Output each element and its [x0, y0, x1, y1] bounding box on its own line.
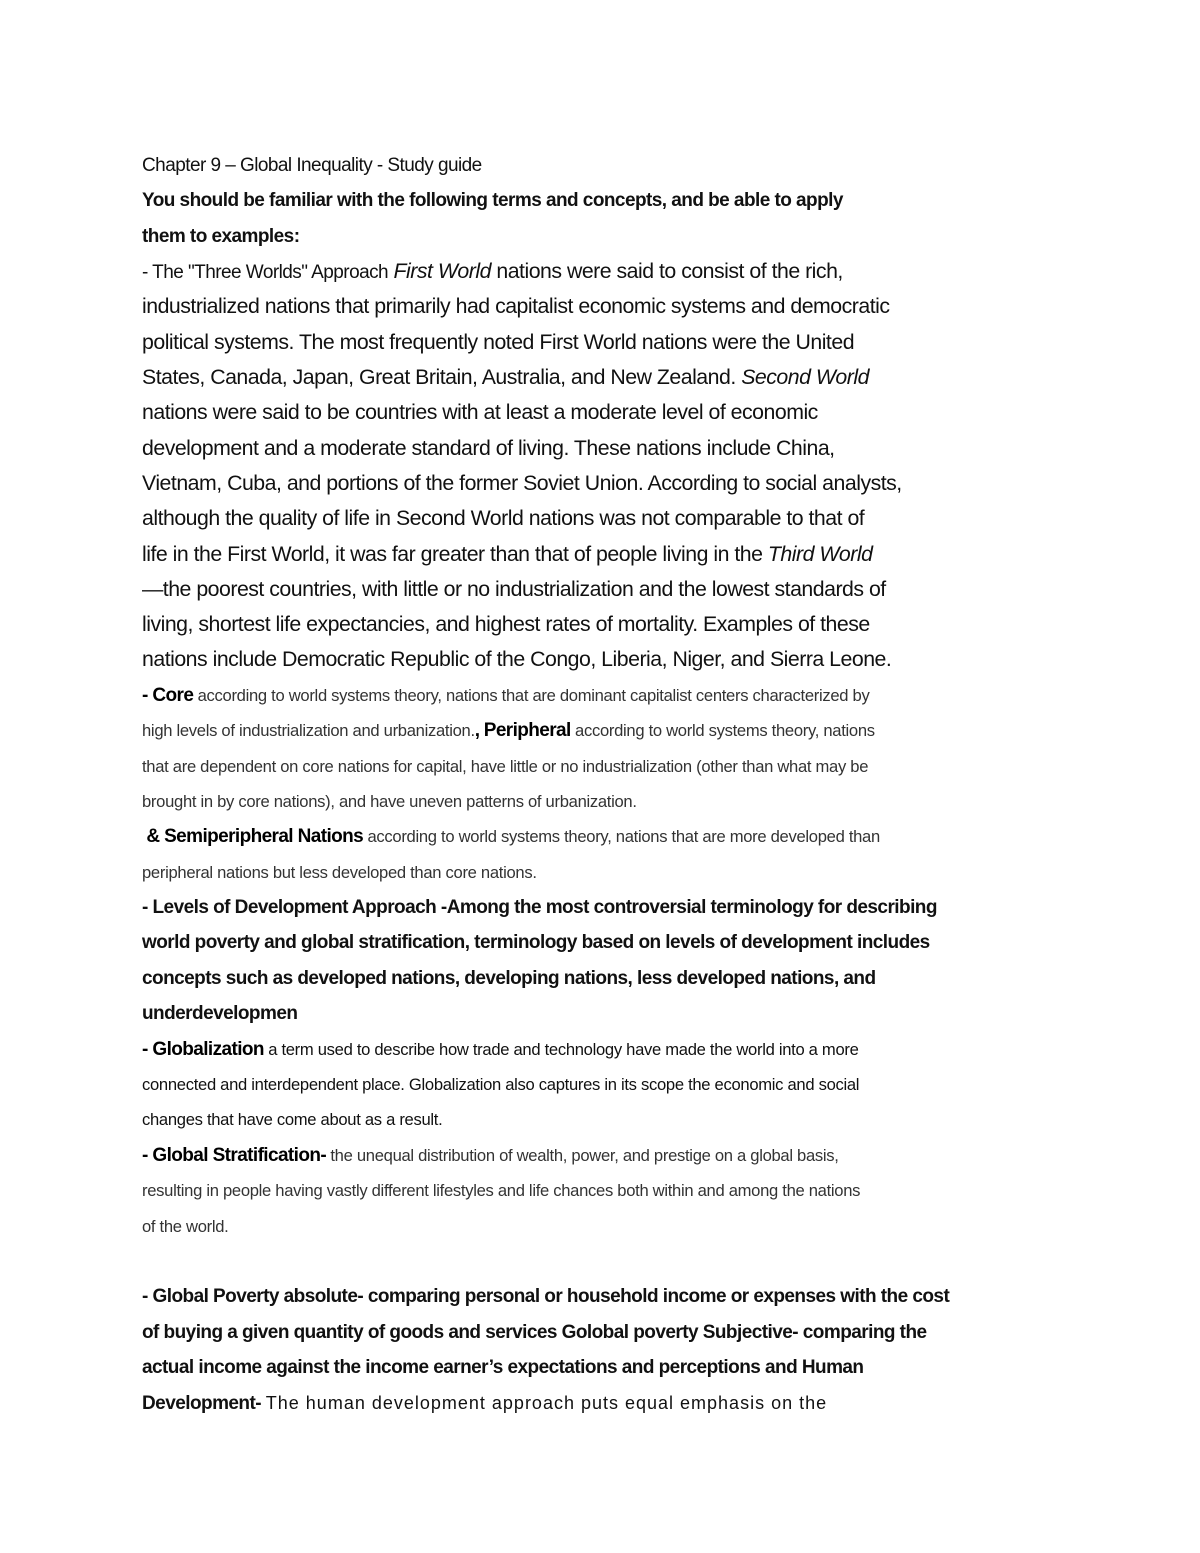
study-guide-text — [142, 148, 1062, 1421]
core-text: according to world systems theory, nations that are dominant capitalist centers characterized by — [197, 685, 870, 705]
human-development-term: Development- — [142, 1392, 262, 1414]
poverty-line-3: actual income against the income earner’s expectations and perceptions and Human — [142, 1357, 864, 1379]
third-world-term: Third World — [767, 541, 873, 566]
poverty-line-4 — [142, 1386, 1062, 1421]
core-comma: , — [474, 720, 480, 742]
three-worlds-line-9 — [142, 537, 1062, 572]
three-worlds-line-5: nations were said to be countries with at least a moderate level of economic — [142, 400, 818, 425]
intro-line-2: them to examples: — [142, 225, 300, 247]
three-worlds-text: nations were said to consist of the rich, — [496, 259, 843, 284]
three-worlds-line-12: nations include Democratic Republic of the Congo, Liberia, Niger, and Sierra Leone. — [142, 647, 892, 672]
three-worlds-line-7: Vietnam, Cuba, and portions of the former Soviet Union. According to social analysts, — [142, 470, 902, 495]
three-worlds-line-4 — [142, 360, 1062, 395]
levels-line-2: world poverty and global stratification, terminology based on levels of development includes — [142, 932, 930, 954]
stratification-line-3: of the world. — [142, 1216, 229, 1236]
core-line-3: that are dependent on core nations for capital, have little or no industrialization (other than what may be — [142, 756, 869, 776]
peripheral-text: according to world systems theory, nations — [575, 721, 875, 741]
levels-line-3: concepts such as developed nations, developing nations, less developed nations, and — [142, 967, 876, 989]
three-worlds-term: - The "Three Worlds" Approach — [142, 262, 389, 284]
stratification-term: - Global Stratification- — [142, 1144, 327, 1166]
three-worlds-text: States, Canada, Japan, Great Britain, Australia, and New Zealand. — [142, 365, 736, 390]
page-title: Chapter 9 – Global Inequality - Study guide — [142, 155, 482, 176]
intro-line-1: You should be familiar with the following terms and concepts, and be able to apply — [142, 190, 843, 212]
core-line-4: brought in by core nations), and have uneven patterns of urbanization. — [142, 791, 637, 811]
poverty-line-2: of buying a given quantity of goods and services Golobal poverty Subjective- comparing the — [142, 1321, 927, 1343]
semi-line-1 — [142, 819, 1062, 854]
semi-text: according to world systems theory, nations that are more developed than — [367, 827, 880, 847]
semi-line-2: peripheral nations but less developed than core nations. — [142, 862, 537, 882]
three-worlds-line-6: development and a moderate standard of living. These nations include China, — [142, 435, 835, 460]
peripheral-term: Peripheral — [483, 720, 571, 742]
three-worlds-line-8: although the quality of life in Second World nations was not comparable to that of — [142, 506, 865, 531]
globalization-text: a term used to describe how trade and technology have made the world into a more — [268, 1039, 859, 1059]
core-line-2 — [142, 713, 1062, 748]
levels-line-1: - Levels of Development Approach -Among the most controversial terminology for describing — [142, 897, 937, 919]
three-worlds-line-10: —the poorest countries, with little or no industrialization and the lowest standards of — [142, 576, 886, 601]
globalization-line-1 — [142, 1032, 1062, 1067]
globalization-term: - Globalization — [142, 1038, 264, 1060]
second-world-term: Second World — [741, 365, 869, 390]
globalization-line-2: connected and interdependent place. Globalization also captures in its scope the economic and social — [142, 1075, 860, 1095]
three-worlds-line-2: industrialized nations that primarily had capitalist economic systems and democratic — [142, 294, 890, 319]
first-world-term: First World — [393, 259, 491, 284]
core-term: - Core — [142, 684, 194, 706]
levels-line-4: underdevelopmen — [142, 1003, 298, 1025]
core-line-1 — [142, 678, 1062, 713]
blank-line — [142, 1244, 1062, 1279]
globalization-line-3: changes that have come about as a result. — [142, 1110, 443, 1130]
human-development-text: The human development approach puts equal emphasis on the — [265, 1392, 828, 1413]
poverty-line-1: - Global Poverty absolute- comparing personal or household income or expenses with the cost — [142, 1286, 950, 1308]
three-worlds-line-11: living, shortest life expectancies, and highest rates of mortality. Examples of these — [142, 612, 870, 637]
stratification-text: the unequal distribution of wealth, power, and prestige on a global basis, — [330, 1145, 839, 1165]
three-worlds-text: life in the First World, it was far greater than that of people living in the — [142, 541, 763, 566]
stratification-line-2: resulting in people having vastly different lifestyles and life chances both within and among the nations — [142, 1181, 861, 1201]
three-worlds-line-3: political systems. The most frequently noted First World nations were the United — [142, 329, 855, 354]
semiperipheral-term: & Semiperipheral Nations — [146, 826, 364, 848]
core-text: high levels of industrialization and urbanization. — [142, 721, 475, 741]
stratification-line-1 — [142, 1138, 1062, 1173]
three-worlds-line-1 — [142, 254, 1062, 289]
